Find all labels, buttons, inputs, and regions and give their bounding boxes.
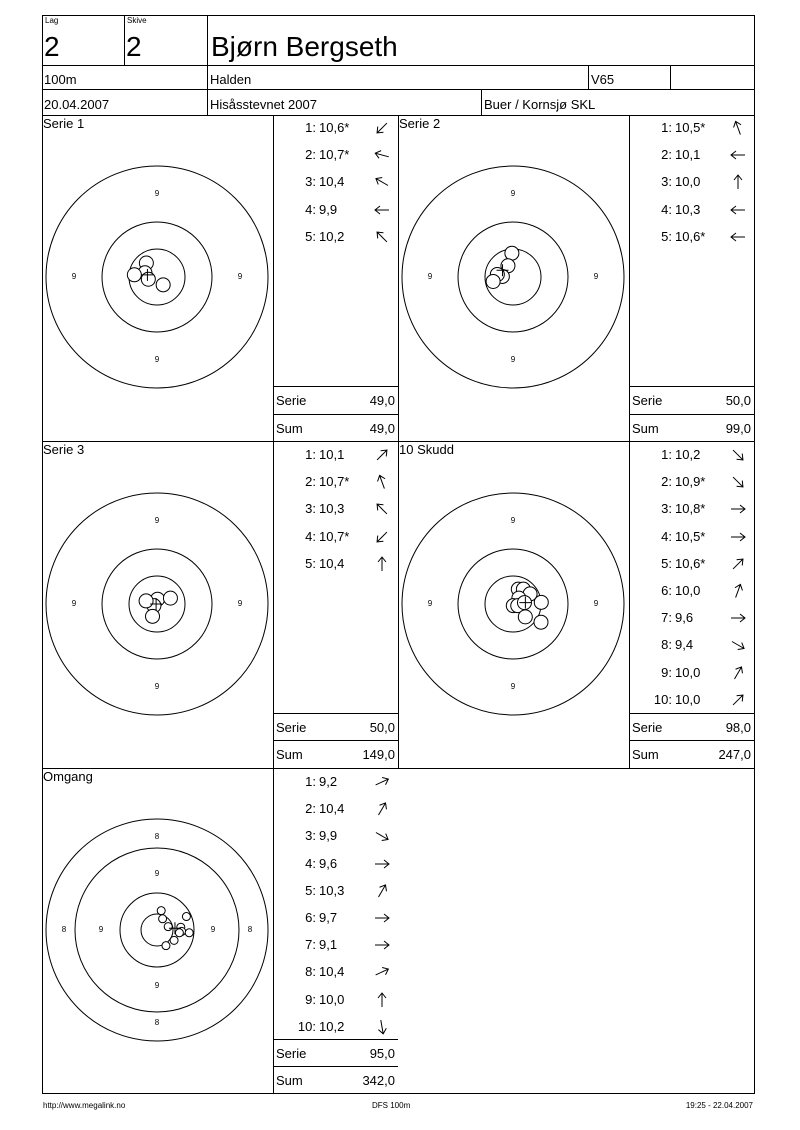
shot-value: 10,8* [675,501,706,517]
shot-value: 10,5* [675,528,706,544]
direction-arrow-icon [373,146,391,164]
shot-value: 10,9* [675,474,706,490]
shot-value: 9,9 [319,201,338,217]
ring-label: 9 [427,272,433,282]
serie-label: Serie [632,393,663,408]
shot-number: 5: [661,228,672,244]
direction-arrow-icon [373,446,391,464]
shot-value: 10,1 [319,447,345,462]
sum-label: Sum [276,1073,303,1088]
ring-label: 9 [71,599,77,609]
ring-label: 9 [237,599,243,609]
direction-arrow-icon [373,882,391,900]
direction-arrow-icon [729,146,747,164]
shot-number: 2: [305,801,316,817]
shot-value: 10,0 [319,991,345,1007]
direction-arrow-icon [373,173,391,191]
ring-label: 9 [154,189,160,199]
class: V65 [591,72,615,87]
shot-number: 5: [661,555,672,571]
sum-value: 149,0 [362,747,395,762]
sum-label: Sum [276,421,303,436]
sum-label: Sum [276,747,303,762]
shot-number: 9: [305,991,316,1007]
shot-hole [162,942,170,950]
shot-value: 9,7 [319,910,338,925]
shot-value: 10,5* [675,120,706,135]
footer-url[interactable]: http://www.megalink.no [43,1101,126,1110]
shot-number: 4: [305,201,316,217]
ring-label: 9 [510,682,516,692]
direction-arrow-icon [373,500,391,518]
direction-arrow-icon [373,773,391,791]
sum-value: 99,0 [725,421,751,436]
direction-arrow-icon [373,1018,391,1036]
place: Halden [210,72,252,87]
shot-hole [164,923,172,931]
shot-number: 6: [305,910,316,925]
shot-number: 4: [305,855,316,871]
serie-label: Serie [276,720,307,735]
shot-number: 4: [661,528,672,544]
sum-value: 342,0 [362,1073,395,1088]
date: 20.04.2007 [44,97,110,112]
serie-label: Serie [276,1046,307,1061]
ring-label: 8 [154,832,160,842]
panel-label: Serie 1 [43,116,85,131]
ring-label: 9 [154,981,160,991]
lag-label: Lag [45,16,59,25]
shooter-name: Bjørn Bergseth [211,31,398,62]
shot-hole [182,913,190,921]
direction-arrow-icon [373,473,391,491]
shot-hole [170,936,178,944]
shot-value: 10,6* [675,228,706,244]
shot-number: 2: [661,474,672,490]
ring-label: 9 [71,272,77,282]
direction-arrow-icon [373,855,391,873]
direction-arrow-icon [729,691,747,709]
shot-number: 6: [661,583,672,598]
serie-value: 50,0 [725,393,751,408]
shot-number: 1: [305,120,316,135]
shot-number: 10: [297,1018,316,1034]
shot-value: 10,2 [675,447,701,462]
shot-number: 9: [661,664,672,680]
distance: 100m [44,72,77,87]
shot-number: 3: [305,174,316,190]
ring-label: 9 [154,516,160,526]
shot-number: 3: [305,828,316,844]
direction-arrow-icon [373,936,391,954]
ring-label: 9 [154,869,160,879]
shot-value: 10,4 [319,555,345,571]
shot-value: 10,3 [319,501,345,517]
shot-hole [185,929,193,937]
lag-value: 2 [44,31,60,62]
shot-value: 10,4 [319,801,345,817]
shot-number: 8: [661,637,672,653]
panel-label: Omgang [43,769,93,784]
direction-arrow-icon [729,582,747,600]
ring-label: 9 [510,516,516,526]
panel-label: 10 Skudd [399,442,454,457]
shot-value: 9,1 [319,937,338,953]
direction-arrow-icon [373,228,391,246]
serie-value: 98,0 [725,720,751,735]
shot-value: 9,6 [675,610,694,626]
shot-value: 9,9 [319,828,338,844]
shot-value: 10,7* [319,147,350,163]
shot-hole [157,907,165,915]
shot-value: 9,2 [319,774,338,789]
shot-number: 2: [661,147,672,163]
panel-label: Serie 3 [43,442,85,457]
ring-label: 9 [237,272,243,282]
shot-number: 1: [305,774,316,789]
sum-label: Sum [632,747,659,762]
sum-label: Sum [632,421,659,436]
footer-timestamp: 19:25 - 22.04.2007 [685,1101,753,1110]
direction-arrow-icon [373,991,391,1009]
club: Buer / Kornsjø SKL [484,97,596,112]
direction-arrow-icon [729,228,747,246]
ring-label: 9 [510,355,516,365]
skive-label: Skive [127,16,147,25]
ring-label: 9 [593,272,599,282]
sum-value: 49,0 [369,421,395,436]
shot-number: 1: [305,447,316,462]
shot-number: 3: [305,501,316,517]
direction-arrow-icon [729,173,747,191]
direction-arrow-icon [729,500,747,518]
shot-number: 2: [305,147,316,163]
shot-number: 4: [305,528,316,544]
direction-arrow-icon [373,201,391,219]
ring-label: 9 [98,925,104,935]
shot-value: 9,6 [319,855,338,871]
ring-label: 8 [247,925,253,935]
shot-value: 10,2 [319,1018,345,1034]
shot-number: 5: [305,228,316,244]
direction-arrow-icon [729,555,747,573]
direction-arrow-icon [729,528,747,546]
ring-label: 9 [593,599,599,609]
shot-value: 10,7* [319,528,350,544]
shot-value: 10,3 [675,201,701,217]
ring-label: 8 [154,1018,160,1028]
shot-value: 10,4 [319,964,345,980]
shot-number: 3: [661,174,672,190]
shot-value: 9,4 [675,637,694,653]
direction-arrow-icon [729,119,747,137]
shot-number: 1: [661,447,672,462]
shot-number: 3: [661,501,672,517]
shot-value: 10,0 [675,174,701,190]
direction-arrow-icon [729,446,747,464]
ring-label: 9 [154,355,160,365]
direction-arrow-icon [373,555,391,573]
ring-label: 8 [61,925,67,935]
direction-arrow-icon [373,963,391,981]
ring-label: 9 [427,599,433,609]
shot-value: 10,3 [319,882,345,898]
shot-value: 10,6* [675,555,706,571]
serie-label: Serie [632,720,663,735]
shot-number: 7: [305,937,316,953]
direction-arrow-icon [729,664,747,682]
shot-number: 7: [661,610,672,626]
shot-number: 2: [305,474,316,490]
panel-label: Serie 2 [399,116,441,131]
direction-arrow-icon [729,609,747,627]
shot-number: 10: [653,691,672,707]
shot-hole [159,915,167,923]
direction-arrow-icon [373,528,391,546]
sum-value: 247,0 [718,747,751,762]
direction-arrow-icon [373,827,391,845]
ring-label: 9 [154,682,160,692]
serie-value: 49,0 [369,393,395,408]
direction-arrow-icon [373,800,391,818]
shot-value: 10,1 [675,147,701,163]
direction-arrow-icon [729,636,747,654]
direction-arrow-icon [729,201,747,219]
direction-arrow-icon [373,909,391,927]
skive-value: 2 [126,31,142,62]
shot-number: 5: [305,555,316,571]
ring-label: 9 [510,189,516,199]
event: Hisåsstevnet 2007 [210,97,317,112]
footer-center: DFS 100m [372,1101,411,1110]
shot-value: 10,0 [675,664,701,680]
shot-number: 4: [661,201,672,217]
shot-number: 5: [305,882,316,898]
shot-value: 10,4 [319,174,345,190]
target-ring [46,819,268,1041]
shot-value: 10,0 [675,691,701,707]
direction-arrow-icon [373,119,391,137]
shot-hole [175,929,183,937]
serie-value: 95,0 [369,1046,395,1061]
ring-label: 9 [210,925,216,935]
shot-number: 1: [661,120,672,135]
shot-value: 10,0 [675,583,701,598]
shot-number: 8: [305,964,316,980]
direction-arrow-icon [729,473,747,491]
serie-label: Serie [276,393,307,408]
shot-value: 10,6* [319,120,350,135]
shot-value: 10,2 [319,228,345,244]
serie-value: 50,0 [369,720,395,735]
shot-value: 10,7* [319,474,350,490]
